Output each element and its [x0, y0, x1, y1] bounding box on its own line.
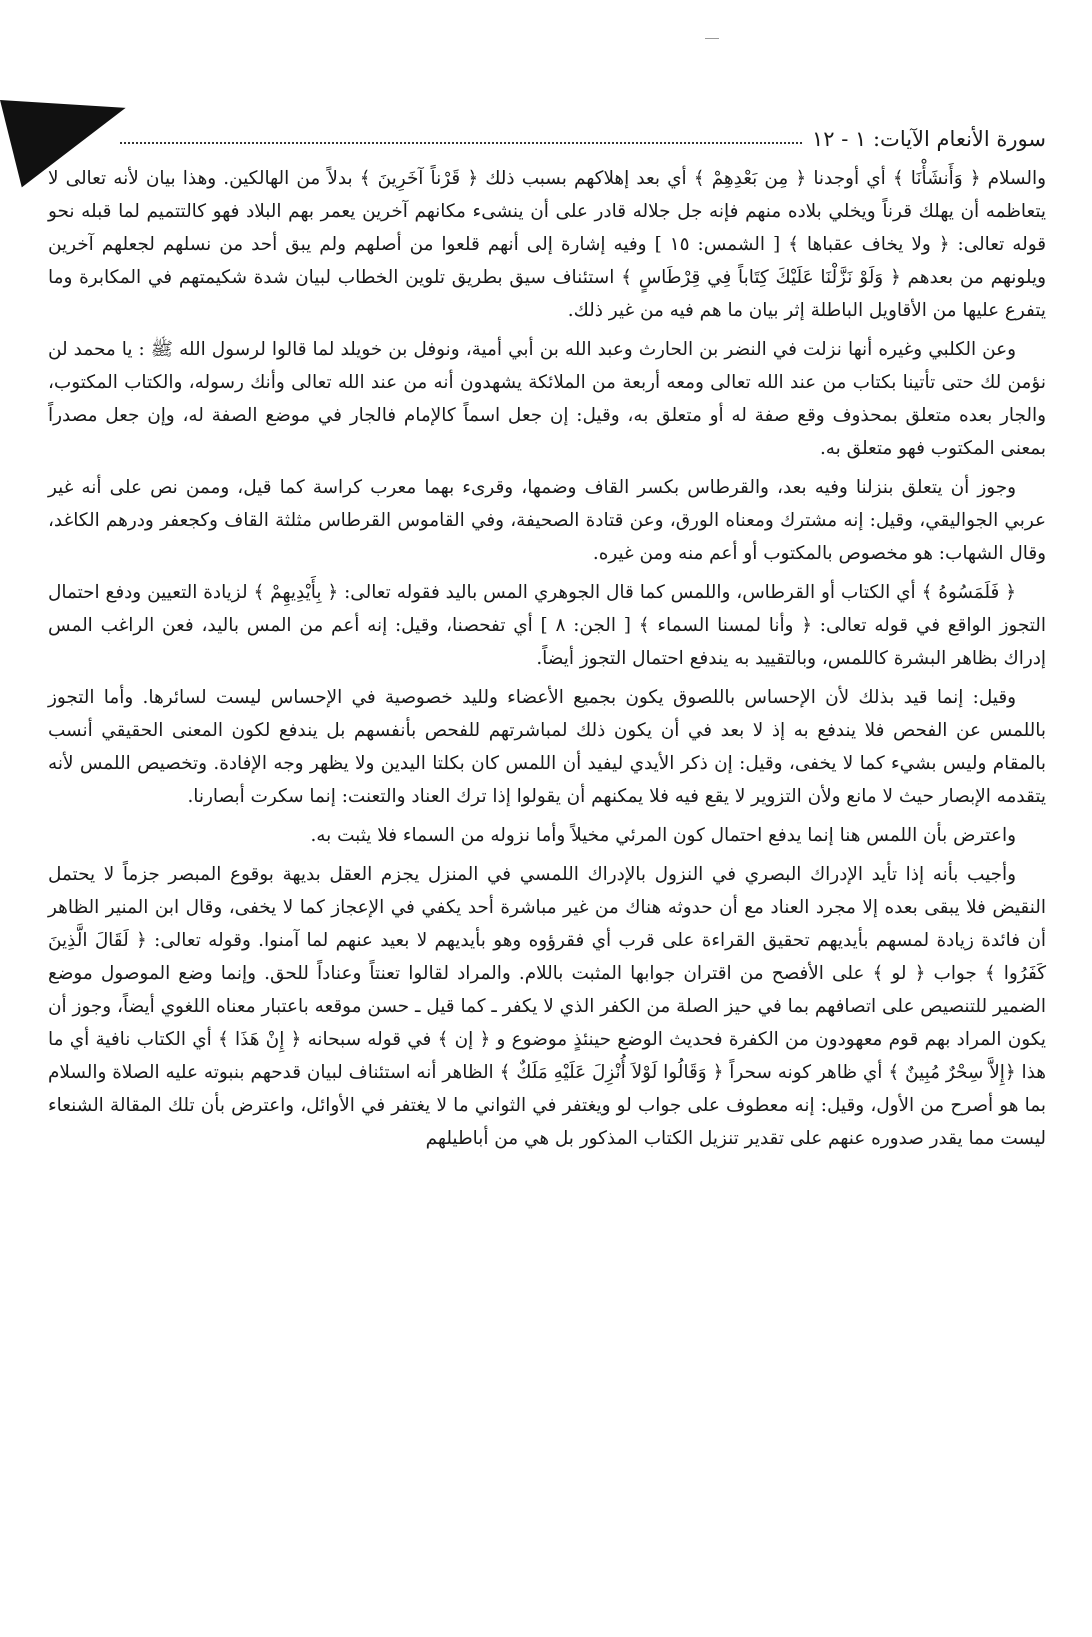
page-body — [48, 162, 1046, 1155]
paragraph: وعن الكلبي وغيره أنها نزلت في النضر بن الحارث وعبد الله بن أبي أمية، ونوفل بن خويلد لما قالوا لرسول الله ﷺ : يا محمد لن نؤمن لك حتى تأتينا بكتاب من عند الله تعالى ومعه أربعة من الملائكة يشهدون أنه من عند الله تعالى وأنك رسوله، والكتاب المكتوب، والجار بعده متعلق بمحذوف وقع صفة له أو متعلق به، وقيل: إن جعل اسماً كالإمام فالجار في موضع الصفة له، وإن جعل مصدراً بمعنى المكتوب فهو متعلق به. — [48, 339, 1046, 459]
paragraph: وأجيب بأنه إذا تأيد الإدراك البصري في النزول بالإدراك اللمسي في المنزل يجزم العقل بديهة بوقوع المبصر جزماً لا يحتمل النقيض فلا يبقى بعده إلا مجرد العناد مع أن حدوثه هناك من غير مباشرة أحد يكفي في الإعجاز كما لا يخفى، وقال ابن المنير الظاهر أن فائدة زيادة لمسهم بأيديهم تحقيق القراءة على قرب أي فقرؤوه وهو بأيديهم لا بعيد عنهم لما آمنوا. وقوله تعالى: ﴿ لَقَالَ الَّذِينَ كَفَرُوا ﴾ جواب ﴿ لو ﴾ على الأفصح من اقتران جوابها المثبت باللام. والمراد لقالوا تعنتاً وعناداً للحق. وإنما وضع الموصول موضع الضمير للتنصيص على اتصافهم بما في حيز الصلة من الكفر الذي لا يكفر ـ كما قيل ـ حسن موقعه باعتبار معناه اللغوي أيضاً، وجوز أن يكون المراد بهم قوم معهودون من الكفرة فحديث الوضع حينئذٍ موضوع و ﴿ إن ﴾ في قوله سبحانه ﴿ إِنْ هَذَا ﴾ أي الكتاب نافية أي ما هذا ﴿إِلاَّ سِحْرٌ مُبِينٌ ﴾ أي ظاهر كونه سحراً ﴿ وَقَالُوا لَوْلاَ أُنْزِلَ عَلَيْهِ مَلَكٌ ﴾ الظاهر أنه استئناف لبيان قدحهم بنبوته عليه الصلاة والسلام بما هو أصرح من الأول، وقيل: إنه معطوف على جواب لو ويغتفر في الثواني ما لا يغتفر في الأوائل، واعترض بأن تلك المقالة الشنعاء ليست مما يقدر صدوره عنهم على تقدير تنزيل الكتاب المذكور بل هي من أباطيلهم — [48, 864, 1046, 1149]
paragraph: وقيل: إنما قيد بذلك لأن الإحساس باللصوق يكون بجميع الأعضاء ولليد خصوصية في الإحساس ليست لسائرها. وأما التجوز باللمس عن الفحص فلا يندفع به إذ لا بعد في أن يكون ذلك لمباشرتهم للفحص بأنفسهم بل يندفع لكون المعنى الحقيقي أنسب بالمقام وليس بشيء كما لا يخفى، وقيل: إن ذكر الأيدي ليفيد أن اللمس كان بكلتا اليدين ولا يظهر وجه الإفادة. وتخصيص اللمس لأنه يتقدمه الإبصار حيث لا مانع ولأن التزوير لا يقع فيه فلا يمكنهم أن يقولوا إذا ترك العناد والتعنت: إنما سكرت أبصارنا. — [48, 687, 1046, 807]
paragraph: وجوز أن يتعلق بنزلنا وفيه بعد، والقرطاس بكسر القاف وضمها، وقرىء بهما معرب كراسة كما قيل، وممن نص على أنه غير عربي الجواليقي، وقيل: إنه مشترك ومعناه الورق، وعن قتادة الصحيفة، وفي القاموس القرطاس مثلثة القاف وكجعفر ودرهم الكاغد، وقال الشهاب: هو مخصوص بالمكتوب أو أعم منه ومن غيره. — [48, 477, 1046, 564]
header-dotted-rule — [120, 142, 802, 144]
top-scan-mark — [705, 38, 719, 39]
paragraph: ﴿ فَلَمَسُوهُ ﴾ أي الكتاب أو القرطاس، واللمس كما قال الجوهري المس باليد فقوله تعالى: ﴿ بِأَيْدِيهِمْ ﴾ لزيادة التعيين ودفع احتمال التجوز الواقع في قوله تعالى: ﴿ وأنا لمسنا السماء ﴾ [ الجن: ٨ ] أي تفحصنا، وقيل: إنه أعم من المس باليد، فعن الراغب المس إدراك بظاهر البشرة كاللمس، وبالتقييد به يندفع احتمال التجوز أيضاً. — [48, 582, 1046, 669]
paragraph: والسلام ﴿ وَأَنشَأْنَا ﴾ أي أوجدنا ﴿ مِن بَعْدِهِمْ ﴾ أي بعد إهلاكهم بسبب ذلك ﴿ قَرْناً آخَرِينَ ﴾ بدلاً من الهالكين. وهذا بيان لأنه تعالى لا يتعاظمه أن يهلك قرناً ويخلي بلاده منهم فإنه جل جلاله قادر على أن ينشىء مكانهم آخرين يعمر بهم البلاد فهو كالتتميم لما قبله نحو قوله تعالى: ﴿ ولا يخاف عقباها ﴾ [ الشمس: ١٥ ] وفيه إشارة إلى أنهم قلعوا من أصلهم ولم يبق أحد من نسلهم لجعلهم آخرين ويلونهم من بعدهم ﴿ وَلَوْ نَزَّلْنَا عَلَيْكَ كِتَاباً فِي قِرْطَاسٍ ﴾ استئناف سيق بطريق تلوين الخطاب لبيان شدة شكيمتهم في المكابرة وما يتفرع عليها من الأقاويل الباطلة إثر بيان ما هم فيه من غير ذلك. — [48, 168, 1047, 321]
running-header — [120, 122, 1046, 156]
header-title: سورة الأنعام الآيات: ١ - ١٢ — [812, 127, 1046, 151]
paragraph: واعترض بأن اللمس هنا إنما يدفع احتمال كون المرئي مخيلاً وأما نزوله من السماء فلا يثبت به. — [310, 825, 1016, 846]
